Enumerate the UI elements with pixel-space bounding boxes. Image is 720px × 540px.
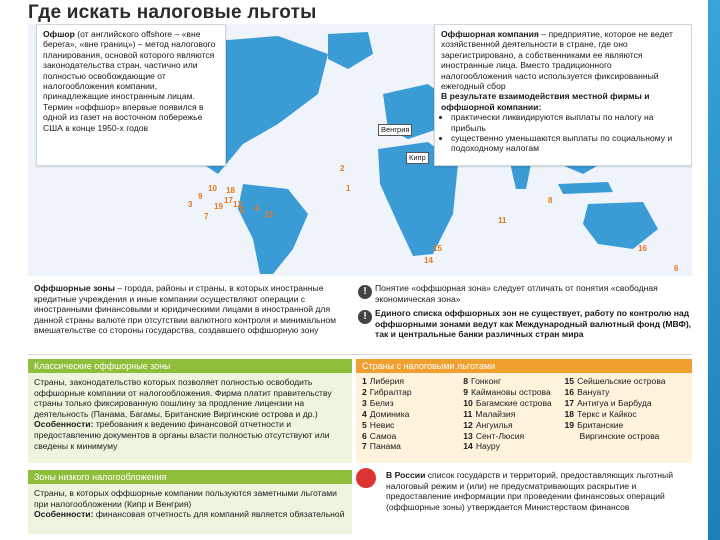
offshore-definition-box: [36, 24, 226, 166]
country-item: [463, 420, 564, 431]
map-marker: 7: [204, 212, 209, 221]
map-marker: 18: [226, 186, 235, 195]
low-tax-features-label: Особенности:: [34, 509, 94, 520]
interaction-result-list: [441, 112, 685, 154]
country-name: Британские: [577, 419, 624, 430]
country-name: Гибралтар: [369, 386, 412, 397]
country-number: 7: [362, 441, 367, 452]
map-marker: 17: [224, 196, 233, 205]
country-name: Каймановы острова: [471, 386, 551, 397]
page-title: Где искать налоговые льготы: [28, 2, 317, 23]
country-item: [565, 420, 687, 431]
country-number: 9: [463, 386, 469, 397]
notes: [375, 283, 693, 340]
country-name: Вануату: [577, 386, 610, 397]
country-number: 10: [463, 397, 473, 408]
country-item: [463, 431, 564, 442]
country-item: [362, 409, 463, 420]
country-name: Доминика: [369, 408, 410, 419]
country-number: 18: [564, 408, 575, 419]
offshore-company-text: – предприятие, которое не ведет хозяйственной деятельности в стране, где оно зарегистрировано, а собственниками ее являются иностранные лица. Вместо традиционного налогообложения часто используется фиксированный ежегодный сбор: [441, 29, 673, 92]
offshore-zones-definition: – города, районы и страны, в которых иностранные кредитные учреждения и иные компании осуществляют операции с иностранными финансовыми и юридическими лицами в иностранной для данной страны валюте при отсутствии валютного контроля и минимальном вмешательстве со стороны государства, создавшего оффшорную зону: [34, 283, 337, 336]
country-item: [362, 376, 463, 387]
map-marker: 12: [233, 200, 242, 209]
country-name: Ангуилья: [475, 419, 513, 430]
map-marker: 15: [433, 244, 442, 253]
hungary-label: Венгрия: [378, 124, 412, 136]
country-item: [565, 376, 687, 387]
note-text-bold: Единого списка оффшорных зон не существует, работу по контролю над оффшорными зонами ведут как Международный валютный фонд (МВФ), так и центральные банки различных стран мира: [375, 308, 692, 340]
country-number: 16: [564, 386, 575, 397]
country-item: [362, 387, 463, 398]
country-item: [362, 431, 463, 442]
country-name: Виргинские острова: [579, 430, 660, 441]
country-number: 11: [463, 408, 473, 419]
countries-column: [565, 376, 687, 460]
cyprus-label: Кипр: [406, 152, 429, 164]
country-number: 3: [362, 397, 367, 408]
slide-edge-strip: [708, 0, 720, 540]
country-name: Белиз: [369, 397, 394, 408]
warning-icon: !: [358, 310, 372, 324]
country-number: 17: [564, 397, 575, 408]
country-name: Сент-Люсия: [475, 430, 525, 441]
offshore-company-box: [434, 24, 692, 166]
offshore-term: Офшор: [43, 29, 75, 39]
country-number: 12: [463, 419, 473, 430]
country-item: [463, 398, 564, 409]
map-marker: 19: [214, 202, 223, 211]
country-name: Теркс и Кайкос: [577, 408, 637, 419]
country-number: 15: [564, 376, 575, 386]
warning-icon: !: [358, 285, 372, 299]
map-marker: 3: [188, 200, 193, 209]
russia-note-text: список государств и территорий, предоставляющих льготный налоговый режим и (или) не предусматривающих раскрытие и предоставление информации при проведении финансовых операций (оффшорные зоны) утверждается Министерством финансов: [386, 470, 674, 512]
classic-features-text: требования к ведению финансовой отчетности и предоставлению документов в органы власти полностью отсутствуют или сведены к минимуму: [34, 419, 330, 451]
map-marker: 16: [638, 244, 647, 253]
country-name: Панама: [369, 441, 401, 452]
country-name: Гонконг: [471, 376, 502, 386]
map-marker: 10: [208, 184, 217, 193]
country-number: 5: [362, 419, 367, 430]
world-map: [28, 24, 692, 276]
country-item: [362, 398, 463, 409]
country-number: 4: [362, 408, 367, 419]
classic-features-label: Особенности:: [34, 419, 94, 430]
country-item: [463, 409, 564, 420]
country-number: 1: [362, 376, 367, 386]
country-number: 2: [362, 386, 367, 397]
map-marker: 4: [254, 204, 259, 213]
country-item: [362, 420, 463, 431]
russia-note: [356, 467, 692, 533]
countries-column: [362, 376, 463, 460]
country-item: [463, 441, 564, 452]
low-tax-zones-text: Страны, в которых оффшорные компании пользуются заметными льготами при налогообложении (Кипр и Венгрия): [34, 488, 337, 509]
country-item: [565, 409, 687, 420]
low-tax-zones-heading: Зоны низкого налогообложения: [28, 470, 352, 484]
map-marker: 9: [198, 192, 203, 201]
divider: [28, 354, 692, 355]
country-name: Самоа: [369, 430, 397, 441]
country-item: [463, 387, 564, 398]
classic-zones-panel: [28, 373, 352, 463]
countries-column: [463, 376, 564, 460]
low-tax-features-text: финансовая отчетность для компаний является обязательной: [93, 509, 345, 520]
country-number: 8: [463, 376, 469, 386]
country-name: Либерия: [369, 376, 405, 386]
offshore-company-term: Оффшорная компания: [441, 29, 539, 39]
country-number: 19: [564, 419, 575, 430]
result-bullet: • практически ликвидируются выплаты по налогу на прибыль: [451, 112, 685, 133]
map-marker: 5: [240, 206, 245, 215]
map-marker: 14: [424, 256, 433, 265]
map-marker: 8: [548, 196, 553, 205]
country-item: [362, 441, 463, 452]
country-name: Малайзия: [475, 408, 516, 419]
classic-zones-heading: Классические оффшорные зоны: [28, 359, 352, 373]
country-item: [565, 431, 687, 442]
country-name: Антигуа и Барбуда: [577, 397, 652, 408]
map-marker: 6: [674, 264, 679, 273]
map-marker: 13: [264, 210, 273, 219]
countries-heading: Страны с налоговыми льготами: [356, 359, 692, 373]
country-name: Невис: [369, 419, 395, 430]
country-name: Науру: [475, 441, 500, 452]
classic-zones-text: Страны, законодательство которых позволяет полностью освободить оффшорные компании от налогообложения. Фирма платит правительству страны только фиксированную пошлину за продление лицензии на деятельность (Панама, Багамы, Британские Виргинские острова и др.): [34, 377, 332, 419]
low-tax-zones-panel: [28, 484, 352, 534]
country-number: 13: [463, 430, 473, 441]
offshore-history-text: Термин «оффшор» впервые появился в одной из газет на восточном побережье США в конце 1950-х годов: [43, 101, 204, 133]
result-bullet: • существенно уменьшаются выплаты по социальному и подоходному налогам: [451, 133, 685, 154]
offshore-definition-text: (от английского offshore – «вне берега», «вне границ») – метод налогового планирования, основой которого являются законодательства стран, частично или полностью освобождающие от налогообложения компании, принадлежащие иностранным лицам.: [43, 29, 216, 102]
note-text: Понятие «оффшорная зона» следует отличать от понятия «свободная экономическая зона»: [375, 283, 658, 304]
offshore-zones-text: [34, 283, 354, 336]
map-marker: 2: [340, 164, 345, 173]
russia-note-bold: В России: [386, 470, 426, 480]
country-number: 6: [362, 430, 367, 441]
offshore-zones-term: Оффшорные зоны: [34, 283, 115, 293]
country-item: [463, 376, 564, 387]
country-number: 14: [463, 441, 473, 452]
country-item: [565, 398, 687, 409]
country-item: [565, 387, 687, 398]
country-name: Багамские острова: [475, 397, 552, 408]
countries-list: [356, 373, 692, 463]
map-marker: 1: [346, 184, 351, 193]
interaction-result-heading: В результате взаимодействия местной фирмы и оффшорной компании:: [441, 91, 650, 112]
country-name: Сейшельские острова: [577, 376, 666, 386]
map-marker: 11: [498, 216, 507, 225]
